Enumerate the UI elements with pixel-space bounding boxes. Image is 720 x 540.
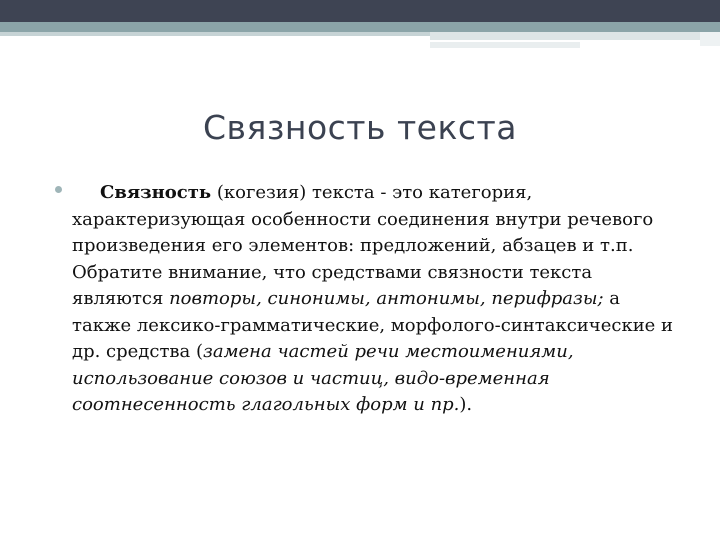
header-band-light (0, 32, 430, 36)
body-text-1: (когезия) текста - это категория, характеризующая особенности соединения внутри речевого произведения его элементов: предложений, абзацев и т.п. Обратите внимание, что средствами связности текста являются (72, 182, 654, 309)
body-italic-1: повторы, синонимы, антонимы, перифразы; (169, 288, 604, 309)
bullet-icon (55, 186, 62, 193)
slide-body (55, 180, 680, 419)
term-bold: Связность (100, 182, 212, 203)
header-band-teal (0, 22, 720, 32)
slide-title: Связность текста (202, 108, 517, 147)
body-paragraph (72, 180, 680, 419)
header-accent-bar (430, 32, 700, 40)
body-italic-2: замена частей речи местоимениями, использование союзов и частиц, видо-временная соотнесенность глагольных форм и пр. (72, 341, 574, 415)
header-band-dark (0, 0, 720, 22)
body-text-3: ). (459, 394, 473, 415)
body-text-2: а также лексико-грамматические, морфолого-синтаксические и др. средства ( (72, 288, 674, 362)
header-accent-corner (700, 32, 720, 46)
header-accent-bar-small (430, 42, 580, 48)
